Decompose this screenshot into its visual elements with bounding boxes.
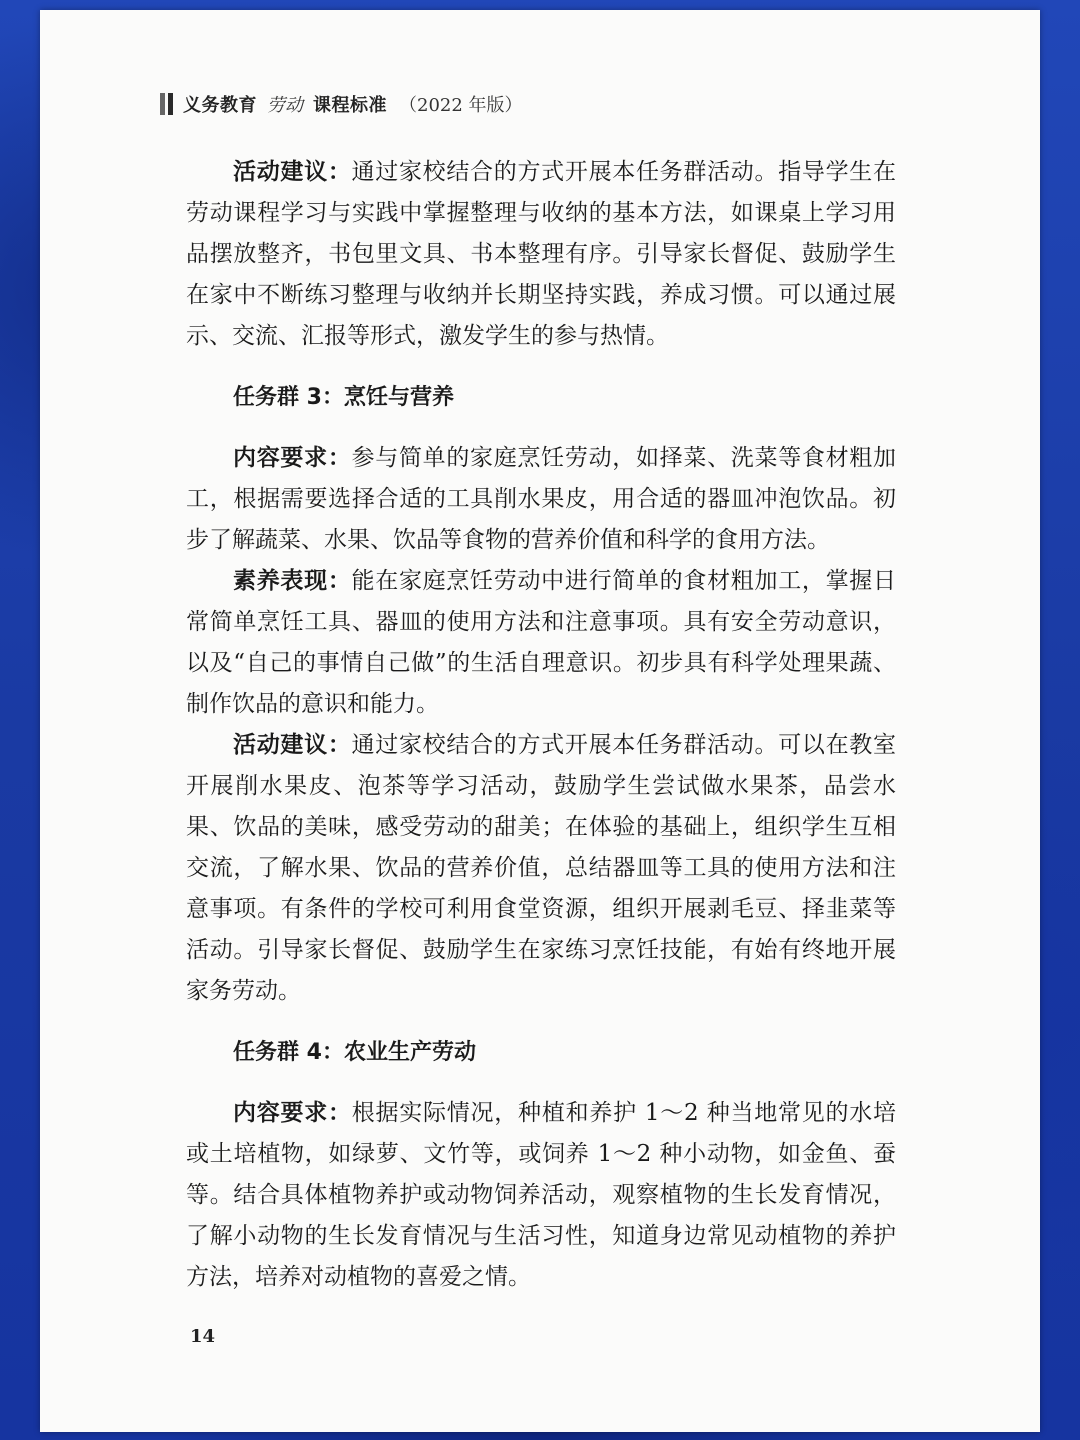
paragraph-text: 通过家校结合的方式开展本任务群活动。可以在教室开展削水果皮、泡茶等学习活动，鼓励学生尝试做水果茶，品尝水果、饮品的美味，感受劳动的甜美；在体验的基础上，组织学生互相交流，了解水果、饮品的营养价值，总结器皿等工具的使用方法和注意事项。有条件的学校可利用食堂资源，组织开展剥毛豆、择韭菜等活动。引导家长督促、鼓励学生在家练习烹饪技能，有始有终地开展家务劳动。	[186, 732, 897, 1004]
paragraph-label: 活动建议：	[233, 732, 352, 758]
header-bars-icon	[160, 93, 173, 115]
content-requirement-paragraph-4	[186, 1093, 896, 1298]
paragraph-text: 能在家庭烹饪劳动中进行简单的食材粗加工，掌握日常简单烹饪工具、器皿的使用方法和注意事项。具有安全劳动意识，以及“自己的事情自己做”的生活自理意识。初步具有科学处理果蔬、制作饮品的意识和能力。	[186, 568, 897, 717]
paragraph-label: 素养表现：	[233, 568, 352, 594]
paragraph-label: 内容要求：	[233, 1100, 352, 1126]
book-page	[40, 10, 1040, 1432]
paragraph-text: 参与简单的家庭烹饪劳动，如择菜、洗菜等食材粗加工，根据需要选择合适的工具削水果皮，用合适的器皿冲泡饮品。初步了解蔬菜、水果、饮品等食物的营养价值和科学的食用方法。	[186, 445, 897, 553]
paragraph-label: 活动建议：	[233, 159, 352, 185]
task-group-3-heading: 任务群 3：烹饪与营养	[233, 385, 454, 410]
task-group-4-heading: 任务群 4：农业生产劳动	[233, 1040, 476, 1065]
paragraph-text: 通过家校结合的方式开展本任务群活动。指导学生在劳动课程学习与实践中掌握整理与收纳的基本方法，如课桌上学习用品摆放整齐，书包里文具、书本整理有序。引导家长督促、鼓励学生在家中不断练习整理与收纳并长期坚持实践，养成习惯。可以通过展示、交流、汇报等形式，激发学生的参与热情。	[186, 159, 897, 349]
page-body	[186, 152, 896, 1298]
header-title-part2: 劳动	[267, 95, 303, 116]
header-title-part1: 义务教育	[183, 95, 257, 116]
paragraph-text: 根据实际情况，种植和养护 1～2 种当地常见的水培或土培植物，如绿萝、文竹等，或饲养 1～2 种小动物，如金鱼、蚕等。结合具体植物养护或动物饲养活动，观察植物的生长发育情况，了解小动物的生长发育情况与生活习性，知道身边常见动植物的养护方法，培养对动植物的喜爱之情。	[186, 1100, 897, 1290]
running-header	[160, 84, 523, 124]
paragraph-label: 内容要求：	[233, 445, 352, 471]
activity-suggestion-paragraph-1	[186, 152, 896, 357]
content-requirement-paragraph-3	[186, 438, 896, 561]
header-edition: （2022 年版）	[399, 95, 523, 116]
literacy-paragraph-3	[186, 561, 896, 725]
header-title-part3: 课程标准	[313, 95, 387, 116]
page-number: 14	[190, 1326, 216, 1347]
activity-suggestion-paragraph-3	[186, 725, 896, 1012]
